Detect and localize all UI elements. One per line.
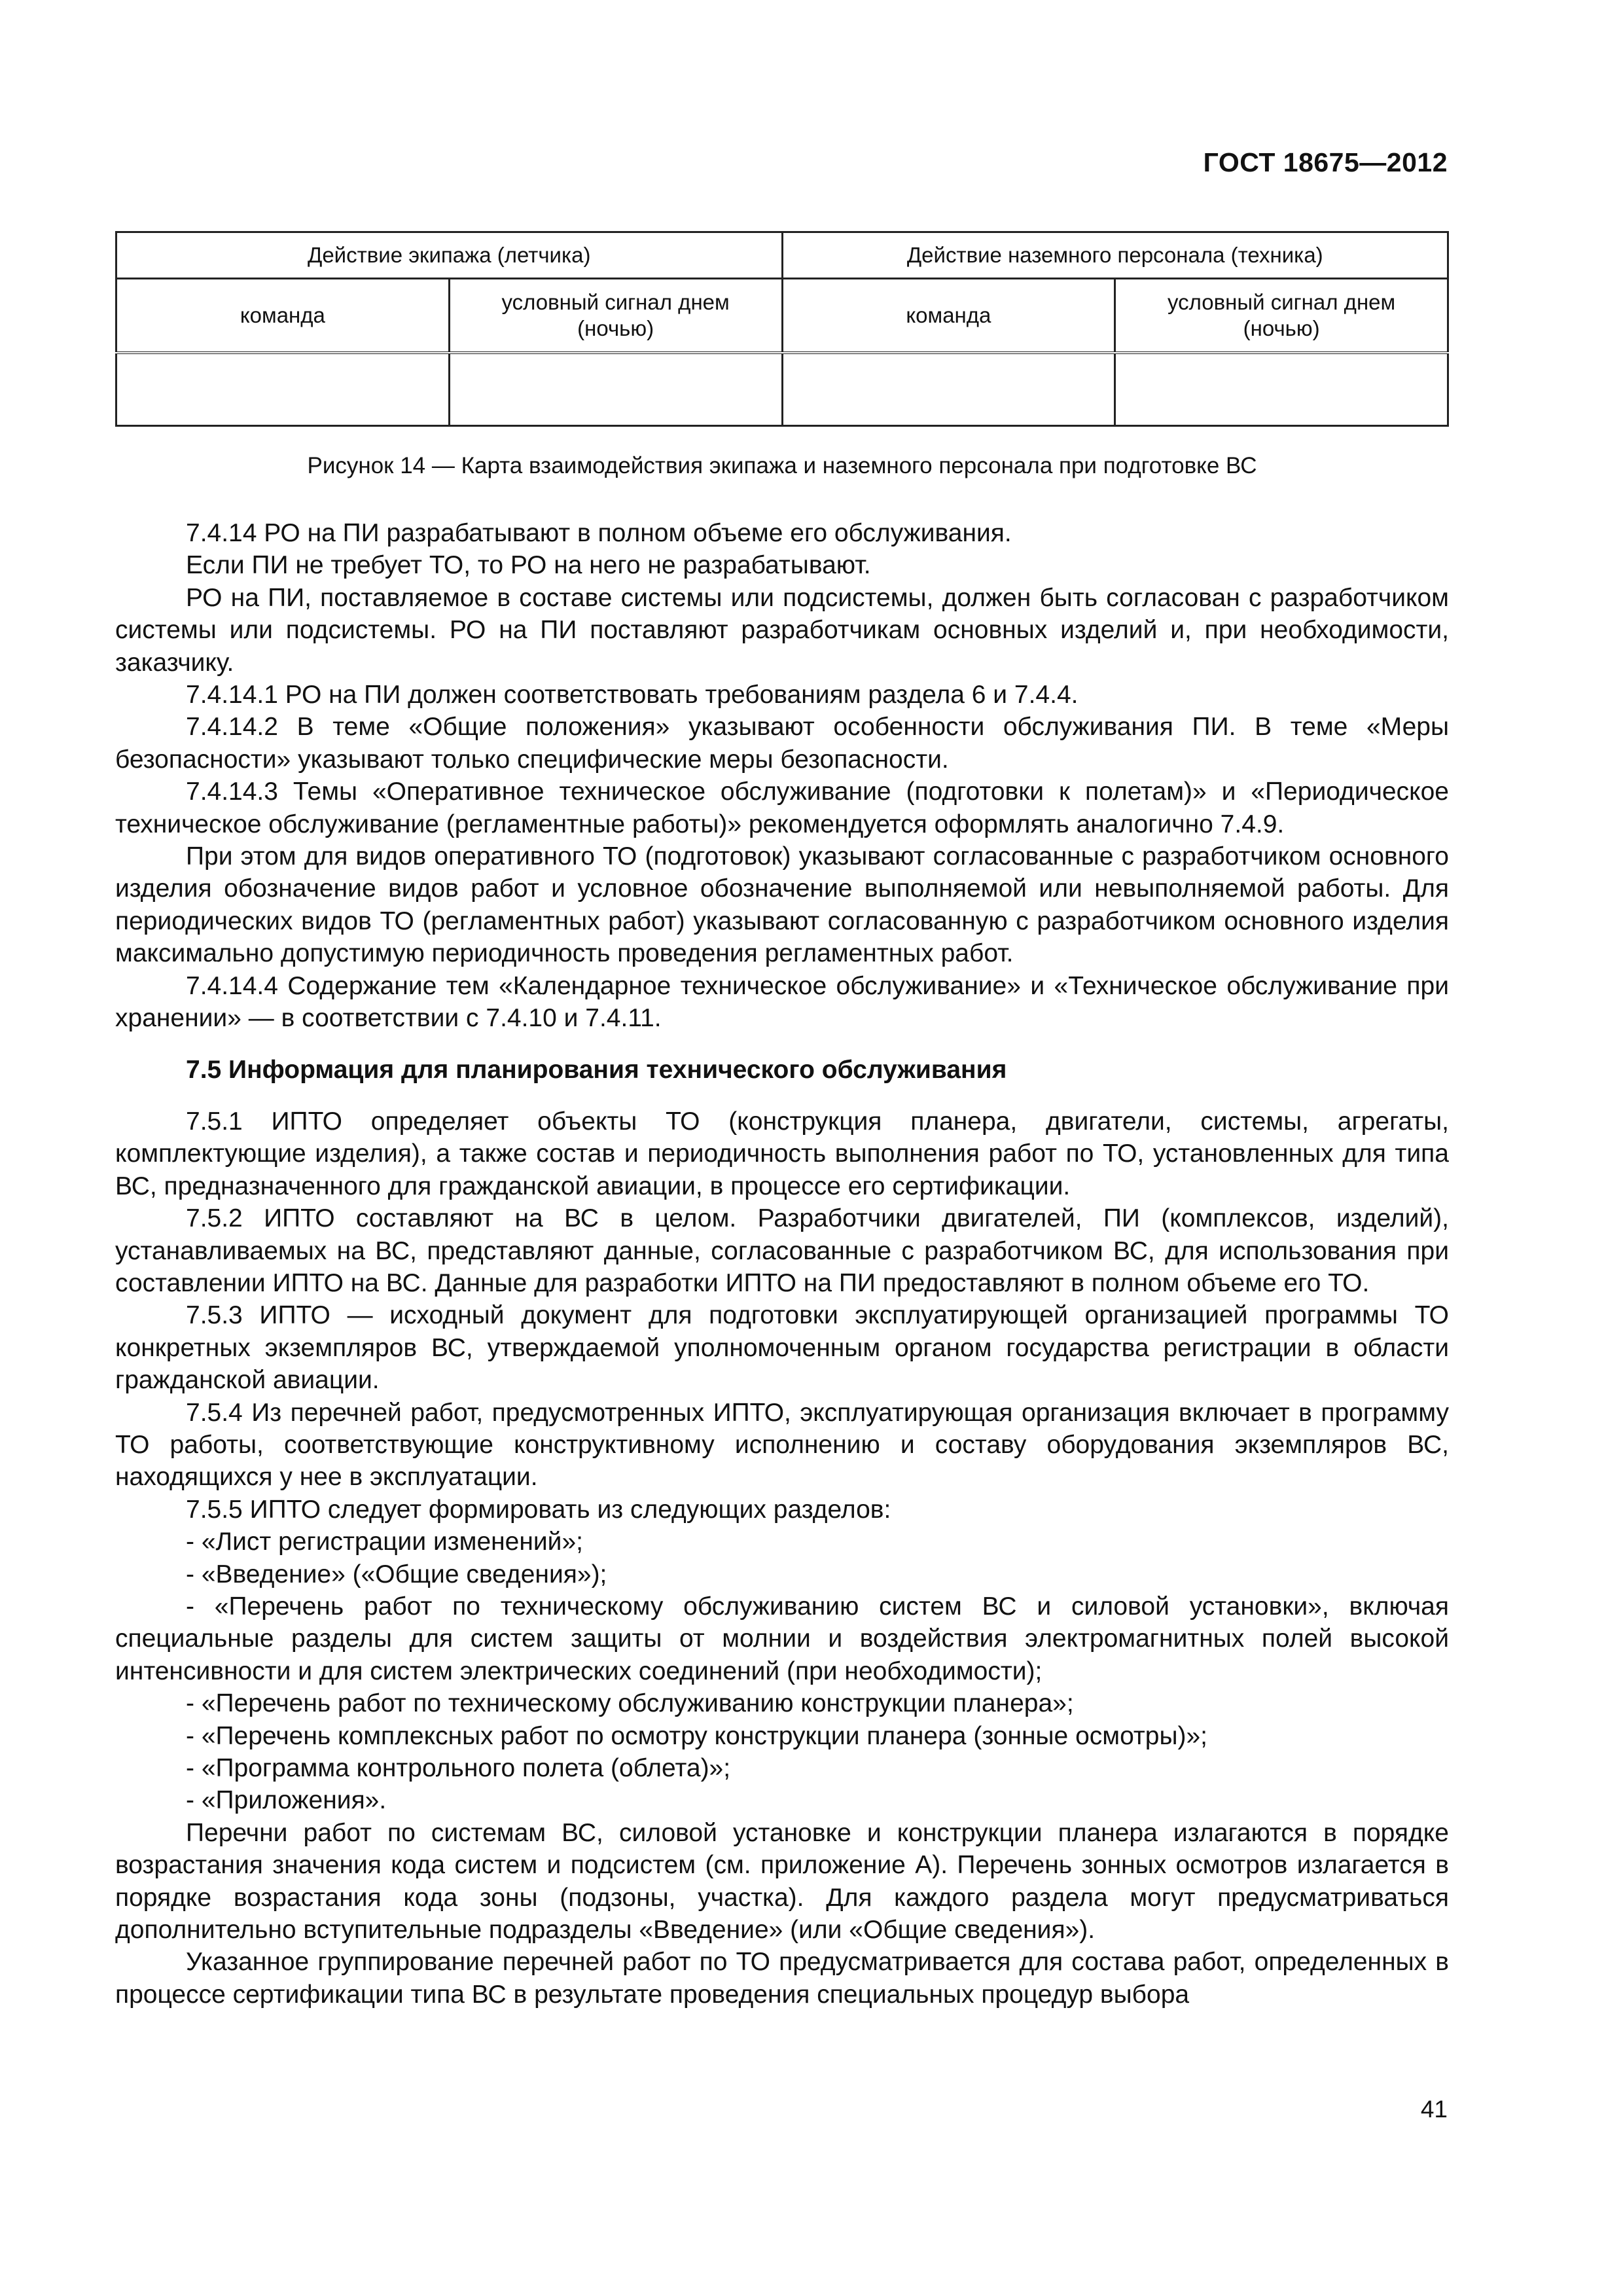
- paragraph: 7.5.3 ИПТО — исходный документ для подготовки эксплуатирующей организацией программы ТО конкретных экземпляров ВС, утверждаемой уполномоченным органом государства регистрации в области гражданской авиации.: [115, 1301, 1449, 1395]
- section-heading: 7.5 Информация для планирования технического обслуживания: [186, 1055, 1007, 1084]
- list-item: - «Перечень комплексных работ по осмотру конструкции планера (зонные осмотры)»;: [186, 1721, 1208, 1750]
- list-item: - «Перечень работ по техническому обслуживанию систем ВС и силовой установки», включая специальные разделы для систем защиты от молнии и воздействия электромагнитных полей высокой интенсивности и для систем электрических соединений (при необходимости);: [115, 1592, 1449, 1685]
- ground-signal-header: условный сигнал днем (ночью): [1115, 279, 1448, 353]
- paragraph: 7.4.14.2 В теме «Общие положения» указывают особенности обслуживания ПИ. В теме «Меры безопасности» указывают только специфические меры безопасности.: [115, 713, 1449, 774]
- paragraph: Перечни работ по системам ВС, силовой установке и конструкции планера излагаются в порядке возрастания значения кода систем и подсистем (см. приложение А). Перечень зонных осмотров излагается в порядке возрастания кода зоны (подзоны, участка). Для каждого раздела могут предусматриваться дополнительно вступительные подразделы «Введение» (или «Общие сведения»).: [115, 1818, 1449, 1945]
- empty-cell: [1115, 353, 1448, 426]
- paragraph: 7.5.5 ИПТО следует формировать из следующих разделов:: [186, 1495, 891, 1524]
- paragraph: 7.5.4 Из перечней работ, предусмотренных ИПТО, эксплуатирующая организация включает в программу ТО работы, соответствующие конструктивному исполнению и составу оборудования экземпляров ВС, находящихся у нее в эксплуатации.: [115, 1398, 1449, 1492]
- table-group-header-row: [116, 232, 1448, 279]
- ground-staff-actions-header: Действие наземного персонала (техника): [782, 232, 1448, 279]
- paragraph: РО на ПИ, поставляемое в составе системы или подсистемы, должен быть согласован с разработчиком системы или подсистемы. РО на ПИ поставляют разработчикам основных изделий и, при необходимости, заказчику.: [115, 583, 1449, 677]
- table-sub-header-row: [116, 279, 1448, 353]
- empty-cell: [782, 353, 1115, 426]
- body-text: [115, 517, 1449, 2011]
- figure-caption: Рисунок 14 — Карта взаимодействия экипажа и наземного персонала при подготовке ВС: [307, 453, 1257, 478]
- paragraph: 7.4.14.1 РО на ПИ должен соответствовать требованиям раздела 6 и 7.4.4.: [186, 681, 1079, 709]
- paragraph: При этом для видов оперативного ТО (подготовок) указывают согласованные с разработчиком основного изделия обозначение видов работ и условное обозначение выполняемой или невыполняемой работы. Для периодических видов ТО (регламентных работ) указывают согласованную с разработчиком основного изделия максимально допустимую периодичность проведения регламентных работ.: [115, 842, 1449, 968]
- list-item: - «Перечень работ по техническому обслуживанию конструкции планера»;: [186, 1689, 1074, 1718]
- empty-cell: [449, 353, 782, 426]
- ground-command-header: команда: [782, 279, 1115, 353]
- paragraph: 7.4.14 РО на ПИ разрабатывают в полном объеме его обслуживания.: [186, 519, 1012, 547]
- paragraph: 7.5.1 ИПТО определяет объекты ТО (конструкция планера, двигатели, системы, агрегаты, комплектующие изделия), а также состав и периодичность выполнения работ по ТО, установленных для типа ВС, предназначенного для гражданской авиации, в процессе его сертификации.: [115, 1107, 1449, 1200]
- list-item: - «Введение» («Общие сведения»);: [186, 1560, 607, 1588]
- page-number: 41: [1420, 2096, 1448, 2123]
- crew-command-header: команда: [116, 279, 450, 353]
- paragraph: 7.4.14.3 Темы «Оперативное техническое обслуживание (подготовки к полетам)» и «Периодическое техническое обслуживание (регламентные работы)» рекомендуется оформлять аналогично 7.4.9.: [115, 778, 1449, 838]
- list-item: - «Лист регистрации изменений»;: [186, 1528, 583, 1556]
- paragraph: Если ПИ не требует ТО, то РО на него не разрабатывают.: [186, 551, 871, 580]
- list-item: - «Программа контрольного полета (облета)»;: [186, 1754, 731, 1783]
- list-item: - «Приложения».: [186, 1786, 387, 1815]
- interaction-map-table: [115, 231, 1449, 427]
- crew-signal-header: условный сигнал днем (ночью): [449, 279, 782, 353]
- empty-cell: [116, 353, 450, 426]
- paragraph: 7.5.2 ИПТО составляют на ВС в целом. Разработчики двигателей, ПИ (комплексов, изделий), устанавливаемых на ВС, представляют данные, согласованные с разработчиком ВС, для использования при составлении ИПТО на ВС. Данные для разработки ИПТО на ПИ предоставляют в полном объеме его ТО.: [115, 1204, 1449, 1297]
- crew-actions-header: Действие экипажа (летчика): [116, 232, 783, 279]
- paragraph: 7.4.14.4 Содержание тем «Календарное техническое обслуживание» и «Техническое обслуживание при хранении» — в соответствии с 7.4.10 и 7.4.11.: [115, 971, 1449, 1033]
- paragraph: Указанное группирование перечней работ по ТО предусматривается для состава работ, определенных в процессе сертификации типа ВС в результате проведения специальных процедур выбора: [115, 1948, 1449, 2009]
- document-code-header: ГОСТ 18675—2012: [1203, 147, 1448, 177]
- table-empty-row: [116, 353, 1448, 426]
